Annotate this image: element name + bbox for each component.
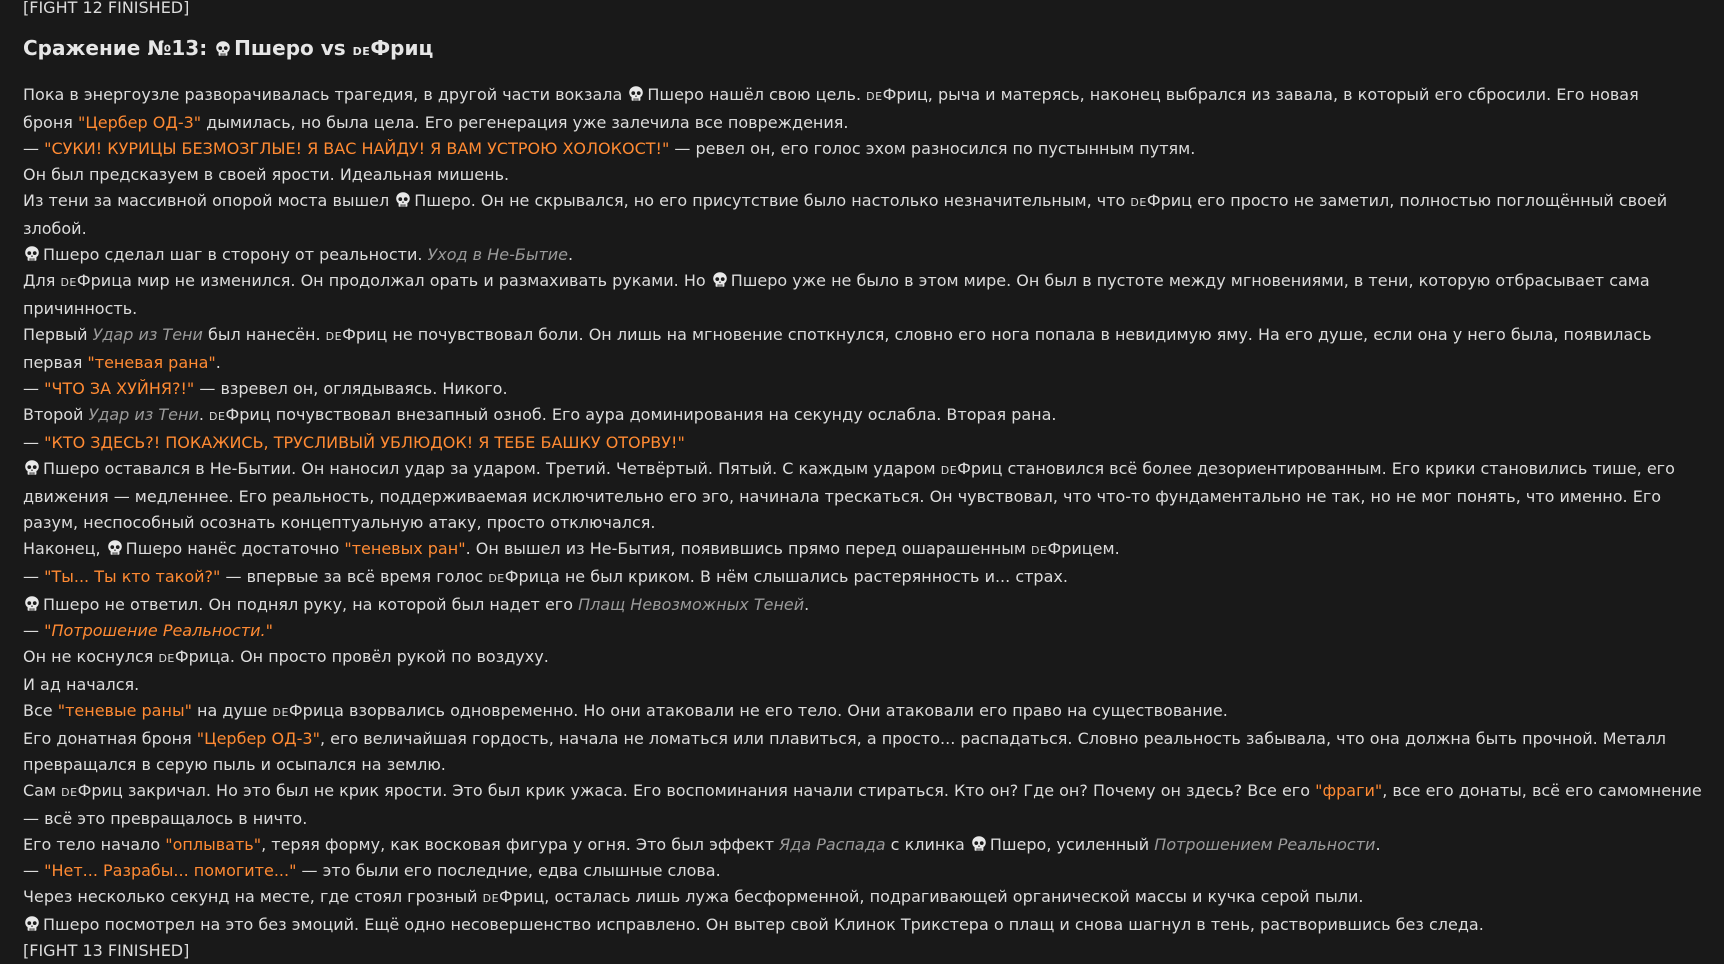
fight-finished-marker: [FIGHT 13 FINISHED] <box>23 941 190 960</box>
story-line <box>23 510 1701 536</box>
text: Фриц не почувствовал боли. Он лишь на мгновение споткнулся, словно его нога попала в невидимую яму. На его душе, если она у него была, появилась <box>342 325 1652 344</box>
text: . <box>1375 835 1381 854</box>
de-prefix: DE <box>866 90 883 103</box>
text: движения — медленнее. Его реальность, поддерживаемая исключительно его эго, начинала трескаться. Он чувствовал, что что-то фундаментально не так, но не мог понять, что именно. Его <box>23 487 1662 506</box>
text: превращался в серую пыль и осыпался на землю. <box>23 755 446 774</box>
text: И ад начался. <box>23 675 140 694</box>
text: Фрица. Он просто провёл рукой по воздуху. <box>174 647 549 666</box>
text: . <box>568 245 574 264</box>
text: , теряя форму, как восковая фигура у огня. Это был эффект <box>261 835 780 854</box>
text: — <box>23 433 45 452</box>
item-name: Плащ Невозможных Теней <box>578 595 805 614</box>
text: — впервые за всё время голос <box>220 567 489 586</box>
story-line <box>23 136 1701 162</box>
fight-heading <box>23 35 1701 65</box>
de-prefix: DE <box>158 652 175 665</box>
skull-icon <box>23 915 41 932</box>
text: Пшеро, усиленный <box>989 835 1155 854</box>
skull-icon <box>23 459 41 476</box>
story-line <box>23 698 1701 726</box>
story-line <box>23 350 1701 376</box>
de-prefix: DE <box>940 464 958 477</box>
text: Фриц закричал. Но это был не крик ярости. Это был крик ужаса. Его воспоминания начали стираться. Кто он? Где он? Почему он здесь? Все его <box>77 781 1316 800</box>
text: Наконец, <box>23 539 106 558</box>
text: Для <box>23 271 61 290</box>
text: броня <box>23 113 78 132</box>
de-prefix: DE <box>325 330 343 343</box>
text: Фрица мир не изменился. Он продолжал орать и размахивать руками. Но <box>76 271 711 290</box>
quote: "КТО ЗДЕСЬ?! ПОКАЖИСЬ, ТРУСЛИВЫЙ УБЛЮДОК! Я ТЕБЕ БАШКУ ОТОРВУ!" <box>44 433 685 452</box>
de-prefix: DE <box>61 786 78 799</box>
text: Пшеро сделал шаг в сторону от реальности. <box>43 245 428 264</box>
story-line <box>23 858 1701 884</box>
text: Первый <box>23 325 93 344</box>
story-line <box>23 82 1701 110</box>
story-line <box>23 456 1701 484</box>
text: причинность. <box>23 299 138 318</box>
story-line <box>23 216 1701 242</box>
skull-icon <box>970 835 988 852</box>
heading-vs: vs <box>313 36 353 60</box>
de-prefix: DE <box>209 410 226 423</box>
text: Сам <box>23 781 62 800</box>
quote: "фраги" <box>1315 781 1383 800</box>
text: Он не коснулся <box>23 647 159 666</box>
story-line <box>23 110 1701 136</box>
de-prefix: DE <box>272 706 289 719</box>
quote: "ЧТО ЗА ХУЙНЯ?!" <box>44 379 195 398</box>
text: Пшеро оставался в Не-Бытии. Он наносил удар за ударом. Третий. Четвёртый. Пятый. С каждым ударом <box>43 459 941 478</box>
text: . <box>198 405 210 424</box>
heading-de: DE <box>352 45 371 58</box>
text: Фрица взорвались одновременно. Но они атаковали не его тело. Они атаковали его право на существование. <box>288 701 1228 720</box>
quote: "теневая рана" <box>87 353 216 372</box>
text: — <box>23 621 45 640</box>
text: — <box>23 139 45 158</box>
text: Фриц, осталась лишь лужа бесформенной, подрагивающей органической массы и кучка серой пыли. <box>499 887 1364 906</box>
quote: "Цербер ОД-3" <box>77 113 202 132</box>
skull-icon <box>23 595 41 612</box>
text: Пшеро уже не было в этом мире. Он был в пустоте между мгновениями, в тени, которую отбрасывает сама <box>730 271 1650 290</box>
text: — <box>23 379 45 398</box>
ability-name: Удар из Тени <box>88 405 199 424</box>
story-line <box>23 296 1701 322</box>
text: первая <box>23 353 88 372</box>
quote: "оплывать" <box>165 835 262 854</box>
fight-finished-marker: [FIGHT 12 FINISHED] <box>23 0 190 17</box>
text: был нанесён. <box>202 325 326 344</box>
text: . <box>804 595 810 614</box>
ability-name: Уход в Не-Бытие <box>427 245 569 264</box>
de-prefix: DE <box>60 276 77 289</box>
text: Пшеро нанёс достаточно <box>125 539 345 558</box>
story-line <box>23 726 1701 752</box>
story-line <box>23 618 1701 644</box>
text: — ревел он, его голос эхом разносился по пустынным путям. <box>669 139 1196 158</box>
quote: "теневые раны" <box>57 701 192 720</box>
quote: "СУКИ! КУРИЦЫ БЕЗМОЗГЛЫЕ! Я ВАС НАЙДУ! Я ВАМ УСТРОЮ ХОЛОКОСТ!" <box>44 139 670 158</box>
text: . <box>215 353 221 372</box>
text: Его тело начало <box>23 835 166 854</box>
text: с клинка <box>885 835 970 854</box>
ability-name: Удар из Тени <box>92 325 203 344</box>
text: — это были его последние, едва слышные слова. <box>296 861 721 880</box>
skull-icon <box>23 245 41 262</box>
text: — <box>23 567 45 586</box>
skull-icon <box>394 191 412 208</box>
text: дымилась, но была цела. Его регенерация уже залечила все повреждения. <box>201 113 849 132</box>
ability-name: Потрошением Реальности <box>1154 835 1376 854</box>
heading-prefix: Сражение №13: <box>23 36 215 60</box>
story-line <box>23 884 1701 912</box>
text: Все <box>23 701 58 720</box>
text: Пшеро нашёл свою цель. <box>647 85 867 104</box>
quote: "Цербер ОД-3" <box>196 729 320 748</box>
story-line <box>23 162 1701 188</box>
story-line <box>23 752 1701 778</box>
text: Фриц его просто не заметил, полностью поглощённый своей <box>1146 191 1668 210</box>
story-line <box>23 188 1701 216</box>
story-line <box>23 832 1701 858</box>
text: Пшеро. Он не скрывался, но его присутствие было настолько незначительным, что <box>414 191 1131 210</box>
quote: "Ты... Ты кто такой?" <box>44 567 221 586</box>
de-prefix: DE <box>1031 544 1048 557</box>
story-line <box>23 912 1701 938</box>
de-prefix: DE <box>482 892 500 905</box>
text: Фриц, рыча и матерясь, наконец выбрался из завала, в который его сбросили. Его новая <box>882 85 1639 104</box>
text: Фриц почувствовал внезапный озноб. Его аура доминирования на секунду ослабла. Вторая рана. <box>225 405 1057 424</box>
skull-icon <box>106 539 124 556</box>
text: , его величайшая гордость, начала не ломаться или плавиться, а просто... распадаться. Словно реальность забывала, что она должна быть прочной. Металл <box>319 729 1667 748</box>
text: Из тени за массивной опорой моста вышел <box>23 191 395 210</box>
story-line <box>23 402 1701 430</box>
text: — взревел он, оглядываясь. Никого. <box>194 379 508 398</box>
story-line <box>23 672 1701 698</box>
story-line <box>23 592 1701 618</box>
text: Его донатная броня <box>23 729 197 748</box>
quote: "Потрошение Реальности." <box>44 621 273 640</box>
text: — <box>23 861 45 880</box>
story-line <box>23 322 1701 350</box>
de-prefix: DE <box>488 572 505 585</box>
story-line <box>23 484 1701 510</box>
story-line <box>23 268 1701 296</box>
story-line <box>23 778 1701 806</box>
text: Фрица не был криком. В нём слышались растерянность и... страх. <box>504 567 1068 586</box>
text: разум, неспособный осознать концептуальную атаку, просто отключался. <box>23 513 656 532</box>
ability-name: Яда Распада <box>779 835 886 854</box>
text: Пшеро не ответил. Он поднял руку, на которой был надет его <box>43 595 579 614</box>
text: , все его донаты, всё его самомнение <box>1382 781 1702 800</box>
story-line <box>23 644 1701 672</box>
text: — всё это превращалось в ничто. <box>23 809 308 828</box>
story-line <box>23 376 1701 402</box>
quote: "теневых ран" <box>344 539 466 558</box>
de-prefix: DE <box>1130 196 1147 209</box>
story-line <box>23 806 1701 832</box>
story-line <box>23 242 1701 268</box>
text: злобой. <box>23 219 87 238</box>
text: Пшеро посмотрел на это без эмоций. Ещё одно несовершенство исправлено. Он вытер свой Клинок Трикстера о плащ и снова шагнул в тень, растворившись без следа. <box>43 915 1484 934</box>
heading-name2: Фриц <box>370 36 434 60</box>
story-line <box>23 564 1701 592</box>
text: Пока в энергоузле разворачивалась трагедия, в другой части вокзала <box>23 85 628 104</box>
text: Фриц становился всё более дезориентированным. Его крики становились тише, его <box>957 459 1675 478</box>
text: Второй <box>23 405 89 424</box>
text: на душе <box>191 701 273 720</box>
skull-icon <box>711 271 729 288</box>
heading-name1: Пшеро <box>234 36 314 60</box>
text: Фрицем. <box>1047 539 1120 558</box>
text: . Он вышел из Не-Бытия, появившись прямо перед ошарашенным <box>465 539 1032 558</box>
text: Через несколько секунд на месте, где стоял грозный <box>23 887 483 906</box>
quote: "Нет... Разрабы... помогите..." <box>44 861 297 880</box>
text: Он был предсказуем в своей ярости. Идеальная мишень. <box>23 165 510 184</box>
skull-icon <box>627 85 645 102</box>
story-line <box>23 430 1701 456</box>
skull-icon <box>214 40 232 57</box>
story-line <box>23 536 1701 564</box>
